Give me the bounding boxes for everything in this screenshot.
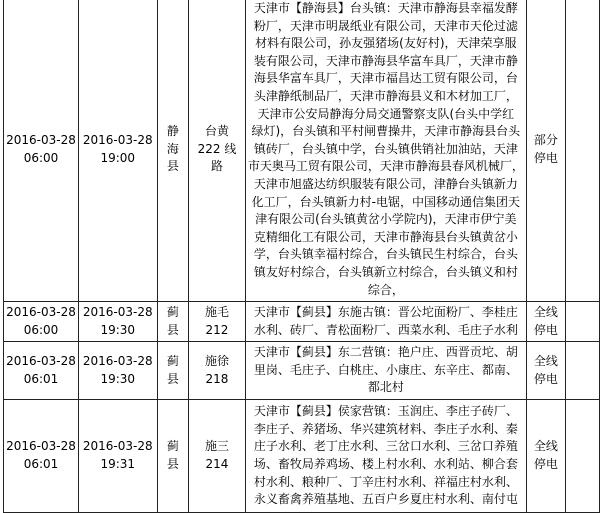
outage-area-cell-line: 天津市公安局静海分局交通警察支队(台头中学红 [257,106,515,121]
line-name-cell [189,400,246,513]
outage-area-cell-line: 装有限公司，天津市静海县华富车具厂，天津市静 [253,53,518,68]
start-time-cell-line: 2016-03-28 [6,132,76,147]
start-time-cell [4,400,79,513]
outage-area-cell-line: 天津市【蓟县】侯家营镇：玉润庄、李庄子砖厂、 [253,404,518,419]
end-time-cell-line: 19:00 [100,150,136,165]
outage-area-cell [245,302,526,342]
line-name-cell [189,302,246,342]
outage-type-cell-line: 停电 [533,322,558,337]
table-row [4,400,600,513]
county-cell [157,302,189,342]
outage-area-cell-line: 综合， [367,282,404,297]
outage-area-cell-line: 镇砖厂，台头镇中学，台头镇供销社加油站，天津 [253,141,518,156]
line-name-cell [189,342,246,400]
table-row [4,302,600,342]
empty-cell [565,342,599,400]
outage-area-cell-line: 津有限公司(台头镇黄岔小学院内)，天津市伊宁美 [255,212,517,227]
county-cell-line: 海 [166,141,179,156]
outage-area-cell-line: 市天奥马工贸有限公司，天津市静海县春风机械厂， [247,159,524,174]
end-time-cell [78,342,157,400]
outage-type-cell-line: 停电 [533,371,558,386]
outage-type-cell-line: 部分 [533,132,558,147]
county-cell-line: 蓟 [166,305,179,320]
outage-type-cell-line: 停电 [533,457,558,472]
outage-type-cell-line: 停电 [533,150,558,165]
outage-type-cell [526,0,565,302]
line-name-cell-line: 212 [205,322,229,337]
end-time-cell-line: 2016-03-28 [82,132,153,147]
start-time-cell-line: 06:01 [23,371,59,386]
outage-area-cell [245,342,526,400]
outage-area-cell-line: 克精细化工有限公司，天津市静海县台头镇黄岔小 [253,229,518,244]
county-cell-line: 县 [166,159,179,174]
line-name-cell-line: 施三 [204,439,229,454]
empty-cell [565,0,599,302]
table-row [4,342,600,400]
start-time-cell-line: 2016-03-28 [6,305,76,320]
end-time-cell [78,302,157,342]
outage-area-cell-line: 村水利、粮种厂、丁辛庄村水利、祥福庄村水利、 [253,474,518,489]
outage-area-cell-line: 庄子水利、老丁庄水利、三岔口水利、三岔口养殖 [253,439,518,454]
outage-area-cell-line: 绿灯)，台头镇和平村闸曹操井，天津市静海县台头 [251,124,521,139]
outage-area-cell-line: 天津市旭盛达纺织服装有限公司，津静台头镇新力 [253,176,518,191]
outage-area-cell-line: 粉厂，天津市明晟纸业有限公司，天津市天伦过滤 [253,18,518,33]
county-cell-line: 蓟 [166,354,179,369]
end-time-cell-line: 2016-03-28 [82,305,153,320]
outage-type-cell [526,342,565,400]
outage-type-cell [526,302,565,342]
outage-area-cell-line: 镇友好村综合，台头镇新立村综合，台头镇义和村 [253,264,518,279]
empty-cell [565,400,599,513]
start-time-cell [4,342,79,400]
outage-area-cell [245,0,526,302]
county-cell [157,0,189,302]
outage-table [3,0,600,513]
start-time-cell [4,302,79,342]
outage-area-cell-line: 水利、砖厂、青松面粉厂、西菜水利、毛庄子水利 [253,322,518,337]
outage-area-cell-line: 天津市【蓟县】东二营镇：艳户庄、西晋贡坨、胡 [253,345,518,360]
line-name-cell-line: 218 [205,371,229,386]
empty-cell [565,302,599,342]
start-time-cell-line: 06:00 [23,322,59,337]
outage-type-cell-line: 全线 [533,354,558,369]
outage-area-cell-line: 头津静纸制品厂，天津市静海县义和木材加工厂， [253,88,518,103]
county-cell [157,342,189,400]
outage-area-cell-line: 李庄子、养猪场、华兴建筑材料、李庄子水利、秦 [253,421,518,436]
end-time-cell-line: 19:31 [100,457,136,472]
end-time-cell [78,0,157,302]
line-name-cell-line: 222 线 [197,141,237,156]
end-time-cell-line: 19:30 [100,322,136,337]
county-cell [157,400,189,513]
outage-area-cell-line: 天津市【蓟县】东施古镇：晋公坨面粉厂、李桂庄 [253,305,518,320]
end-time-cell [78,400,157,513]
outage-area-cell [245,400,526,513]
line-name-cell-line: 施徐 [204,354,229,369]
outage-type-cell-line: 全线 [533,305,558,320]
end-time-cell-line: 2016-03-28 [82,439,153,454]
outage-area-cell-line: 天津市【静海县】台头镇：天津市静海县幸福发酵 [253,1,518,15]
outage-type-cell-line: 全线 [533,439,558,454]
outage-area-cell-line: 海县华富车具厂，天津市福昌达工贸有限公司，台 [253,71,518,86]
county-cell-line: 县 [166,322,179,337]
end-time-cell-line: 2016-03-28 [82,354,153,369]
line-name-cell-line: 路 [210,159,223,174]
outage-area-cell-line: 里岗、毛庄子、白桃庄、小康庄、东辛庄、都南、 [253,362,518,377]
table-row [4,0,600,302]
line-name-cell [189,0,246,302]
line-name-cell-line: 214 [205,457,229,472]
outage-area-cell-line: 学，台头镇幸福村综合，台头镇民生村综合，台头 [253,247,518,262]
start-time-cell-line: 06:01 [23,457,59,472]
outage-area-cell-line: 都北村 [367,380,404,395]
line-name-cell-line: 台黄 [204,124,229,139]
outage-area-cell-line: 场、畜牧局养鸡场、楼上村水利、水利站、柳合套 [253,457,518,472]
end-time-cell-line: 19:30 [100,371,136,386]
county-cell-line: 蓟 [166,439,179,454]
line-name-cell-line: 施毛 [204,305,229,320]
outage-type-cell [526,400,565,513]
county-cell-line: 县 [166,457,179,472]
outage-area-cell-line: 永义畜禽养殖基地、五百户乡夏庄村水利、南付屯 [253,492,518,507]
county-cell-line: 县 [166,371,179,386]
start-time-cell-line: 06:00 [23,150,59,165]
start-time-cell-line: 2016-03-28 [6,439,76,454]
start-time-cell-line: 2016-03-28 [6,354,76,369]
county-cell-line: 静 [166,124,179,139]
outage-area-cell-line: 化工厂，台头镇新力村-电锯，中国移动通信集团天 [251,194,520,209]
outage-area-cell-line: 材料有限公司，孙友强猪场(友好村)，天津荣享服 [255,36,517,51]
start-time-cell [4,0,79,302]
